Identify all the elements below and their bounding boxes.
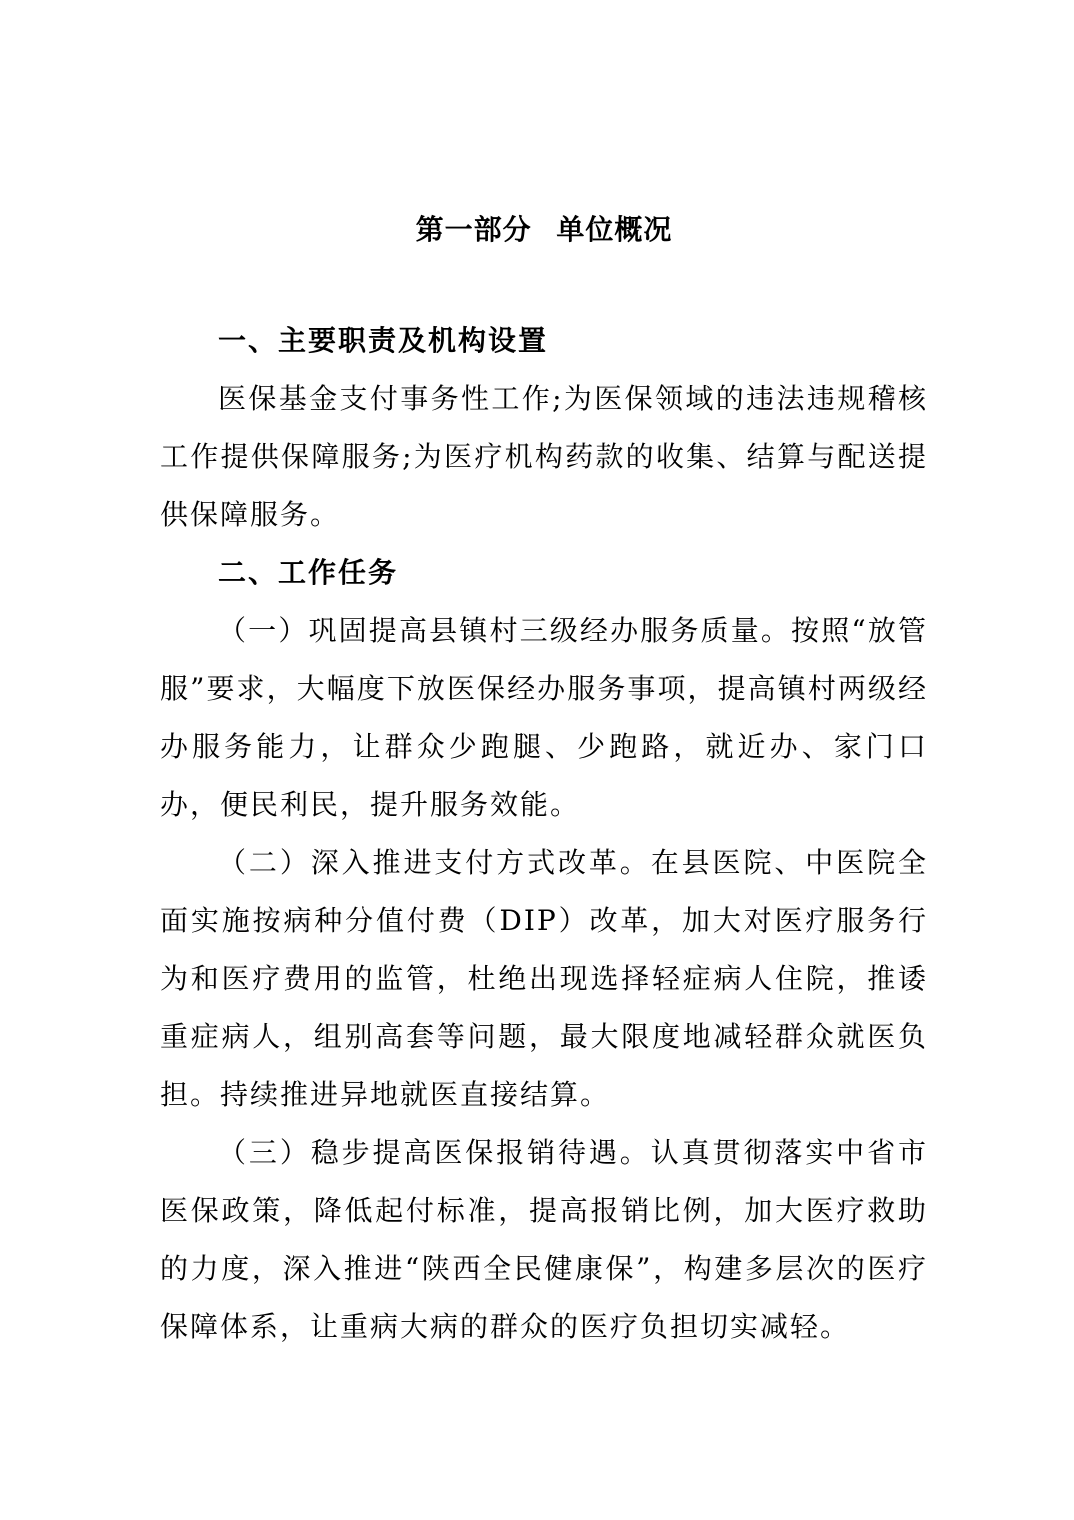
section-heading-tasks: 二、工作任务 bbox=[218, 556, 399, 589]
part-title: 第一部分 单位概况 bbox=[415, 213, 673, 246]
task-item-2: （二）深入推进支付方式改革。在县医院、中医院全面实施按病种分值付费（DIP）改革，加大对医疗服务行为和医疗费用的监管，杜绝出现选择轻症病人住院，推诿重症病人，组别高套等问题，最大限度地减轻群众就医负担。持续推进异地就医直接结算。 bbox=[160, 846, 928, 1111]
section-heading-duties: 一、主要职责及机构设置 bbox=[218, 324, 549, 357]
task-item-3: （三）稳步提高医保报销待遇。认真贯彻落实中省市医保政策，降低起付标准，提高报销比例，加大医疗救助的力度，深入推进“陕西全民健康保”，构建多层次的医疗保障体系，让重病大病的群众的医疗负担切实减轻。 bbox=[160, 1136, 928, 1343]
task-item-1: （一）巩固提高县镇村三级经办服务质量。按照“放管服”要求，大幅度下放医保经办服务事项，提高镇村两级经办服务能力，让群众少跑腿、少跑路，就近办、家门口办，便民利民，提升服务效能。 bbox=[160, 614, 928, 821]
duties-paragraph: 医保基金支付事务性工作;为医保领域的违法违规稽核工作提供保障服务;为医疗机构药款的收集、结算与配送提供保障服务。 bbox=[160, 382, 928, 531]
document-content bbox=[160, 200, 928, 1356]
